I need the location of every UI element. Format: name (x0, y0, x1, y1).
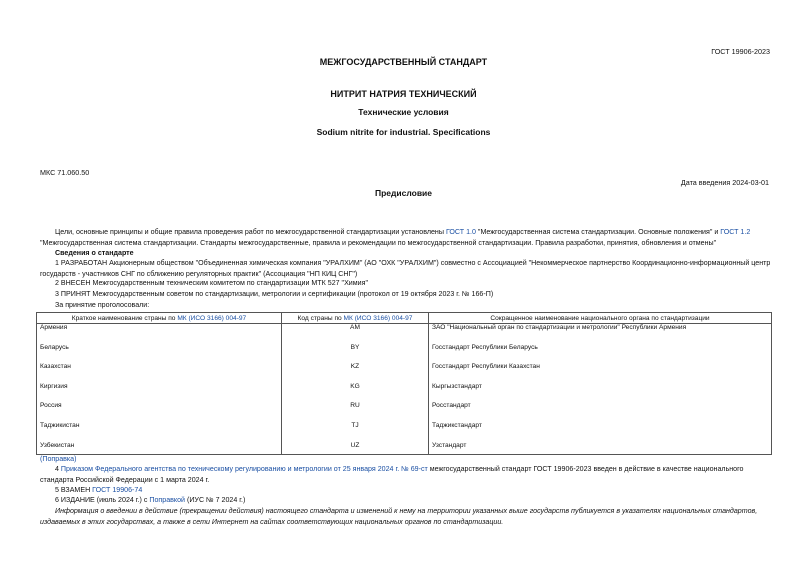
correction-link[interactable]: Поправкой (149, 496, 185, 504)
body-cell: Госстандарт Республики Беларусь (432, 343, 538, 351)
code-cell: KG (282, 383, 429, 403)
header-text: Краткое наименование страны по (71, 314, 178, 322)
order-link[interactable]: Приказом Федерального агентства по техническому регулированию и метрологии от 25 января 2024 г. № 69-ст (60, 465, 428, 473)
standard-type-heading: МЕЖГОСУДАРСТВЕННЫЙ СТАНДАРТ (319, 57, 488, 67)
table-row (37, 344, 772, 364)
foreword-heading: Предисловие (374, 188, 433, 198)
amendment-link[interactable]: (Поправка) (40, 455, 77, 463)
body-cell: Росстандарт (432, 402, 471, 410)
body-cell: Узстандарт (432, 441, 467, 449)
body-cell: Госстандарт Республики Казахстан (432, 363, 540, 371)
info-item-2: 2 ВНЕСЕН Межгосударственным техническим комитетом по стандартизации МТК 527 "Химия" (55, 279, 368, 287)
column-header-country (37, 313, 282, 324)
foreword-text: Цели, основные принципы и общие правила проведения работ по межгосударственной стандартизации установлены (55, 228, 446, 236)
column-header-body: Сокращенное наименование национального органа по стандартизации (429, 313, 772, 324)
foreword-text: "Межгосударственная система стандартизации. Основные положения" и (475, 228, 721, 236)
item-text: 5 ВЗАМЕН (55, 486, 93, 494)
code-cell: AM (282, 324, 429, 344)
amendment-line (40, 454, 772, 465)
document-title-en: Sodium nitrite for industrial. Specifications (316, 127, 491, 137)
gost-1-2-link[interactable]: ГОСТ 1.2 (720, 228, 751, 236)
table-row (37, 363, 772, 383)
gost-1-0-link[interactable]: ГОСТ 1.0 (445, 228, 476, 236)
column-header-code (282, 313, 429, 324)
body-cell: Таджикстандарт (432, 421, 482, 429)
code-cell: KZ (282, 363, 429, 383)
countries-table (36, 312, 772, 455)
country-cell: Таджикистан (37, 422, 282, 442)
document-title: НИТРИТ НАТРИЯ ТЕХНИЧЕСКИЙ (330, 89, 477, 99)
item-text: межгосударственный стандарт ГОСТ 19906-2023 введен в действие в качестве национального стандарта Российской Федерации с 1 марта 2024 г. (40, 465, 744, 484)
item-text: 6 ИЗДАНИЕ (июль 2024 г.) с (55, 496, 150, 504)
intro-date: Дата введения 2024-03-01 (680, 178, 769, 187)
country-cell: Армения (37, 324, 282, 344)
mks-code: МКС 71.060.50 (40, 168, 90, 177)
info-heading: Сведения о стандарте (55, 249, 134, 257)
item-text: 4 (55, 465, 61, 473)
info-item-4 (40, 464, 772, 485)
country-cell: Узбекистан (37, 442, 282, 455)
table-row (37, 383, 772, 403)
code-cell: RU (282, 402, 429, 422)
table-row (37, 442, 772, 455)
mk-iso-link[interactable]: МК (ИСО 3166) 004-97 (343, 314, 413, 322)
code-cell: BY (282, 344, 429, 364)
item-text: (ИУС № 7 2024 г.) (185, 496, 246, 504)
table-row (37, 402, 772, 422)
mk-iso-link[interactable]: МК (ИСО 3166) 004-97 (177, 314, 247, 322)
voted-label: За принятие проголосовали: (55, 301, 150, 309)
table-row (37, 324, 772, 344)
gost-19906-74-link[interactable]: ГОСТ 19906-74 (92, 486, 143, 494)
code-cell: UZ (282, 442, 429, 455)
document-code: ГОСТ 19906-2023 (711, 47, 770, 56)
info-item-3: 3 ПРИНЯТ Межгосударственным советом по стандартизации, метрологии и сертификации (протокол от 19 октября 2023 г. № 166-П) (55, 290, 494, 298)
country-cell: Казахстан (37, 363, 282, 383)
info-item-5 (40, 485, 772, 496)
country-cell: Киргизия (37, 383, 282, 403)
code-cell: TJ (282, 422, 429, 442)
publication-note: Информация о введении в действие (прекращении действия) настоящего стандарта и изменений к нему на территории указанных выше государств публикуется в указателях национальных стандартов, издаваемых в этих государствах, а также в сети Интернет на сайтах соответствующих национальных органов по стандартизации. (40, 507, 758, 526)
country-cell: Беларусь (37, 344, 282, 364)
body-cell: ЗАО "Национальный орган по стандартизации и метрологии" Республики Армения (432, 324, 687, 331)
foreword-paragraph (40, 227, 772, 248)
body-cell: Кыргызстандарт (432, 382, 482, 390)
table-row (37, 422, 772, 442)
country-cell: Россия (37, 402, 282, 422)
document-subtitle: Технические условия (358, 107, 449, 117)
header-text: Код страны по (297, 314, 344, 322)
table-header-row (37, 313, 772, 324)
info-item-6 (40, 495, 772, 506)
foreword-text: "Межгосударственная система стандартизации. Стандарты межгосударственные, правила и рекомендации по межгосударственной стандартизации. Правила разработки, принятия, обновления и отмены" (40, 238, 717, 247)
info-item-1: 1 РАЗРАБОТАН Акционерным обществом "Объединенная химическая компания "УРАЛХИМ" (АО "ОХК "УРАЛХИМ") совместно с Ассоциацией "Некоммерческое партнерство Координационно-информационный центр государств - участников СНГ по сближению регуляторных практик" (Ассоциация "НП КИЦ СНГ") (40, 259, 771, 278)
